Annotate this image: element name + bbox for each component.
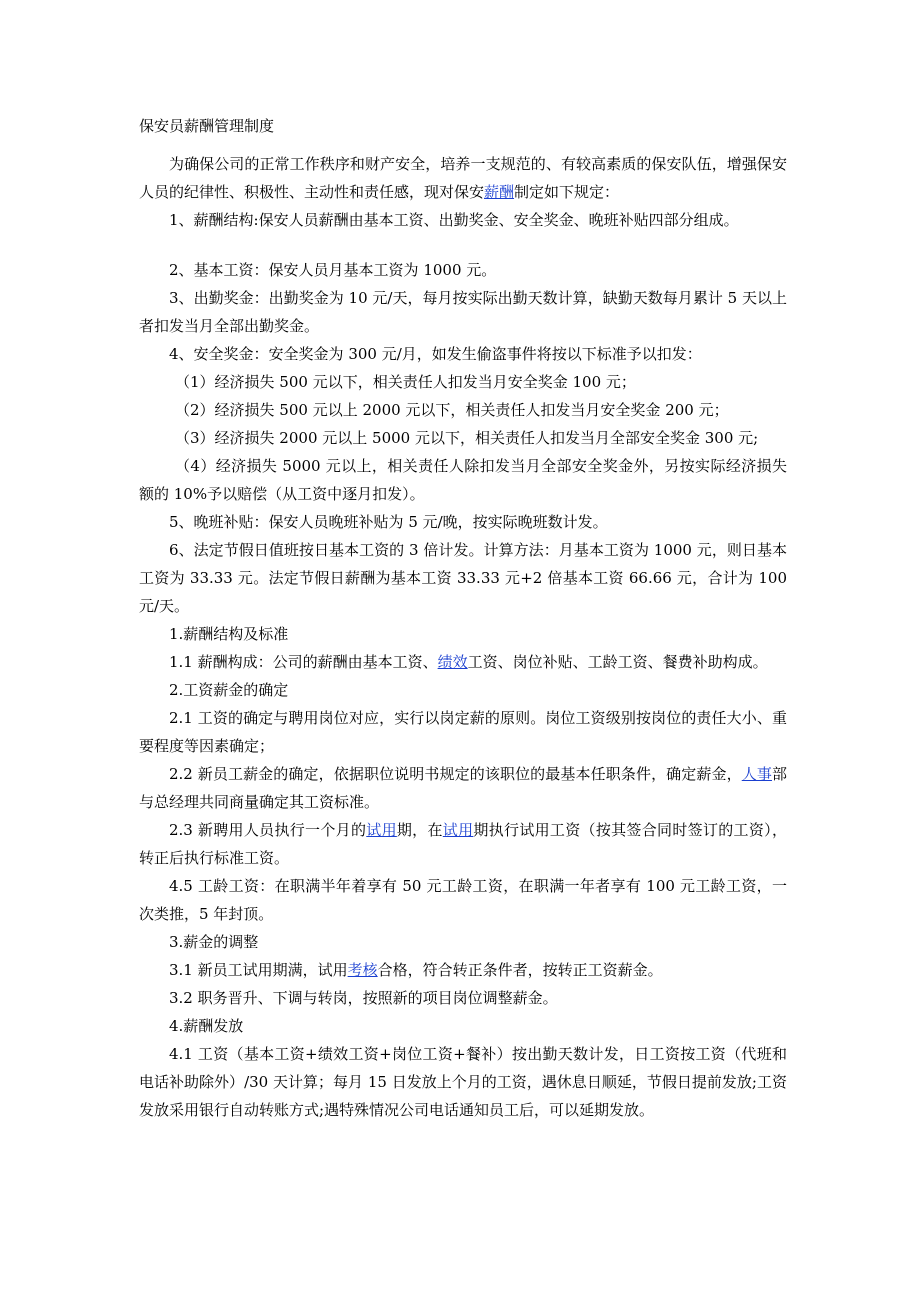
paragraph: [139, 816, 787, 872]
paragraph: [139, 984, 787, 1012]
document-body: [139, 150, 787, 1124]
paragraph: [139, 872, 787, 928]
paragraph: [139, 256, 787, 284]
paragraph: [139, 704, 787, 760]
paragraph-text: （4）经济损失 5000 元以上，相关责任人除扣发当月全部安全奖金外，另按实际经济损失额的 10%予以赔偿（从工资中逐月扣发）。: [139, 457, 787, 503]
paragraph: [139, 1012, 787, 1040]
paragraph: [139, 340, 787, 368]
paragraph-text: 2、基本工资：保安人员月基本工资为 1000 元。: [169, 261, 497, 279]
paragraph-text: 5、晚班补贴：保安人员晚班补贴为 5 元/晚，按实际晚班数计发。: [169, 513, 608, 531]
paragraph-text: 期执行试用工资（按其签合同时签订的工资），转正后执行标准工资。: [139, 821, 787, 867]
paragraph: [139, 760, 787, 816]
keyword-link[interactable]: 薪酬: [484, 183, 515, 201]
paragraph-text: 3、出勤奖金：出勤奖金为 10 元/天，每月按实际出勤天数计算，缺勤天数每月累计 5 天以上者扣发当月全部出勤奖金。: [139, 289, 787, 335]
paragraph: [139, 424, 787, 452]
paragraph-text: 2.工资薪金的确定: [169, 681, 289, 699]
paragraph: [139, 508, 787, 536]
paragraph: [139, 928, 787, 956]
paragraph: [139, 368, 787, 396]
paragraph-spacer: [139, 234, 787, 256]
paragraph-text: 2.1 工资的确定与聘用岗位对应，实行以岗定薪的原则。岗位工资级别按岗位的责任大小、重要程度等因素确定；: [139, 709, 787, 755]
paragraph-text: 4.1 工资（基本工资+绩效工资+岗位工资+餐补）按出勤天数计发，日工资按工资（代班和电话补助除外）/30 天计算；每月 15 日发放上个月的工资，遇休息日顺延，节假日提前发放;工资发放采用银行自动转账方式;遇特殊情况公司电话通知员工后，可以延期发放。: [139, 1045, 787, 1119]
keyword-link[interactable]: 人事: [741, 765, 772, 783]
keyword-link[interactable]: 试用: [366, 821, 397, 839]
paragraph-text: 制定如下规定：: [514, 183, 620, 201]
paragraph-text: 4.5 工龄工资：在职满半年着享有 50 元工龄工资，在职满一年者享有 100 元工龄工资，一次类推，5 年封顶。: [139, 877, 787, 923]
paragraph: [139, 620, 787, 648]
paragraph-text: 3.1 新员工试用期满，试用: [169, 961, 348, 979]
paragraph: [139, 284, 787, 340]
paragraph: [139, 676, 787, 704]
paragraph-text: 工资、岗位补贴、工龄工资、餐费补助构成。: [467, 653, 768, 671]
paragraph-text: 2.3 新聘用人员执行一个月的: [169, 821, 367, 839]
paragraph-text: 期，在: [396, 821, 443, 839]
document-page: [139, 112, 787, 1124]
paragraph-text: 部与总经理共同商量确定其工资标准。: [139, 765, 787, 811]
paragraph-text: 1.薪酬结构及标准: [169, 625, 289, 643]
paragraph-text: 2.2 新员工薪金的确定，依据职位说明书规定的该职位的最基本任职条件，确定薪金，: [169, 765, 742, 783]
paragraph: [139, 452, 787, 508]
paragraph: [139, 536, 787, 620]
paragraph-text: 1、薪酬结构:保安人员薪酬由基本工资、出勤奖金、安全奖金、晚班补贴四部分组成。: [169, 211, 739, 229]
paragraph: [139, 648, 787, 676]
paragraph-text: （2）经济损失 500 元以上 2000 元以下，相关责任人扣发当月安全奖金 200 元；: [175, 401, 729, 419]
document-title: 保安员薪酬管理制度: [139, 117, 275, 135]
paragraph-text: 1.1 薪酬构成：公司的薪酬由基本工资、: [169, 653, 438, 671]
paragraph: [139, 206, 787, 234]
paragraph-text: （3）经济损失 2000 元以上 5000 元以下，相关责任人扣发当月全部安全奖金 300 元;: [175, 429, 759, 447]
keyword-link[interactable]: 考核: [347, 961, 378, 979]
paragraph: [139, 396, 787, 424]
keyword-link[interactable]: 绩效: [437, 653, 468, 671]
paragraph-text: 4、安全奖金：安全奖金为 300 元/月，如发生偷盗事件将按以下标准予以扣发：: [169, 345, 702, 363]
paragraph: [139, 150, 787, 206]
paragraph: [139, 956, 787, 984]
paragraph: [139, 1040, 787, 1124]
paragraph-text: 为确保公司的正常工作秩序和财产安全，培养一支规范的、有较高素质的保安队伍，增强保安人员的纪律性、积极性、主动性和责任感，现对保安: [139, 155, 787, 201]
paragraph-text: 4.薪酬发放: [169, 1017, 244, 1035]
paragraph-text: 合格，符合转正条件者，按转正工资薪金。: [377, 961, 663, 979]
keyword-link[interactable]: 试用: [442, 821, 474, 839]
paragraph-text: 3.薪金的调整: [169, 933, 259, 951]
paragraph-text: 6、法定节假日值班按日基本工资的 3 倍计发。计算方法：月基本工资为 1000 元，则日基本工资为 33.33 元。法定节假日薪酬为基本工资 33.33 元+2 倍基本工资 66.66 元，合计为 100 元/天。: [139, 541, 787, 615]
paragraph-text: （1）经济损失 500 元以下，相关责任人扣发当月安全奖金 100 元；: [175, 373, 636, 391]
paragraph-text: 3.2 职务晋升、下调与转岗，按照新的项目岗位调整薪金。: [169, 989, 558, 1007]
